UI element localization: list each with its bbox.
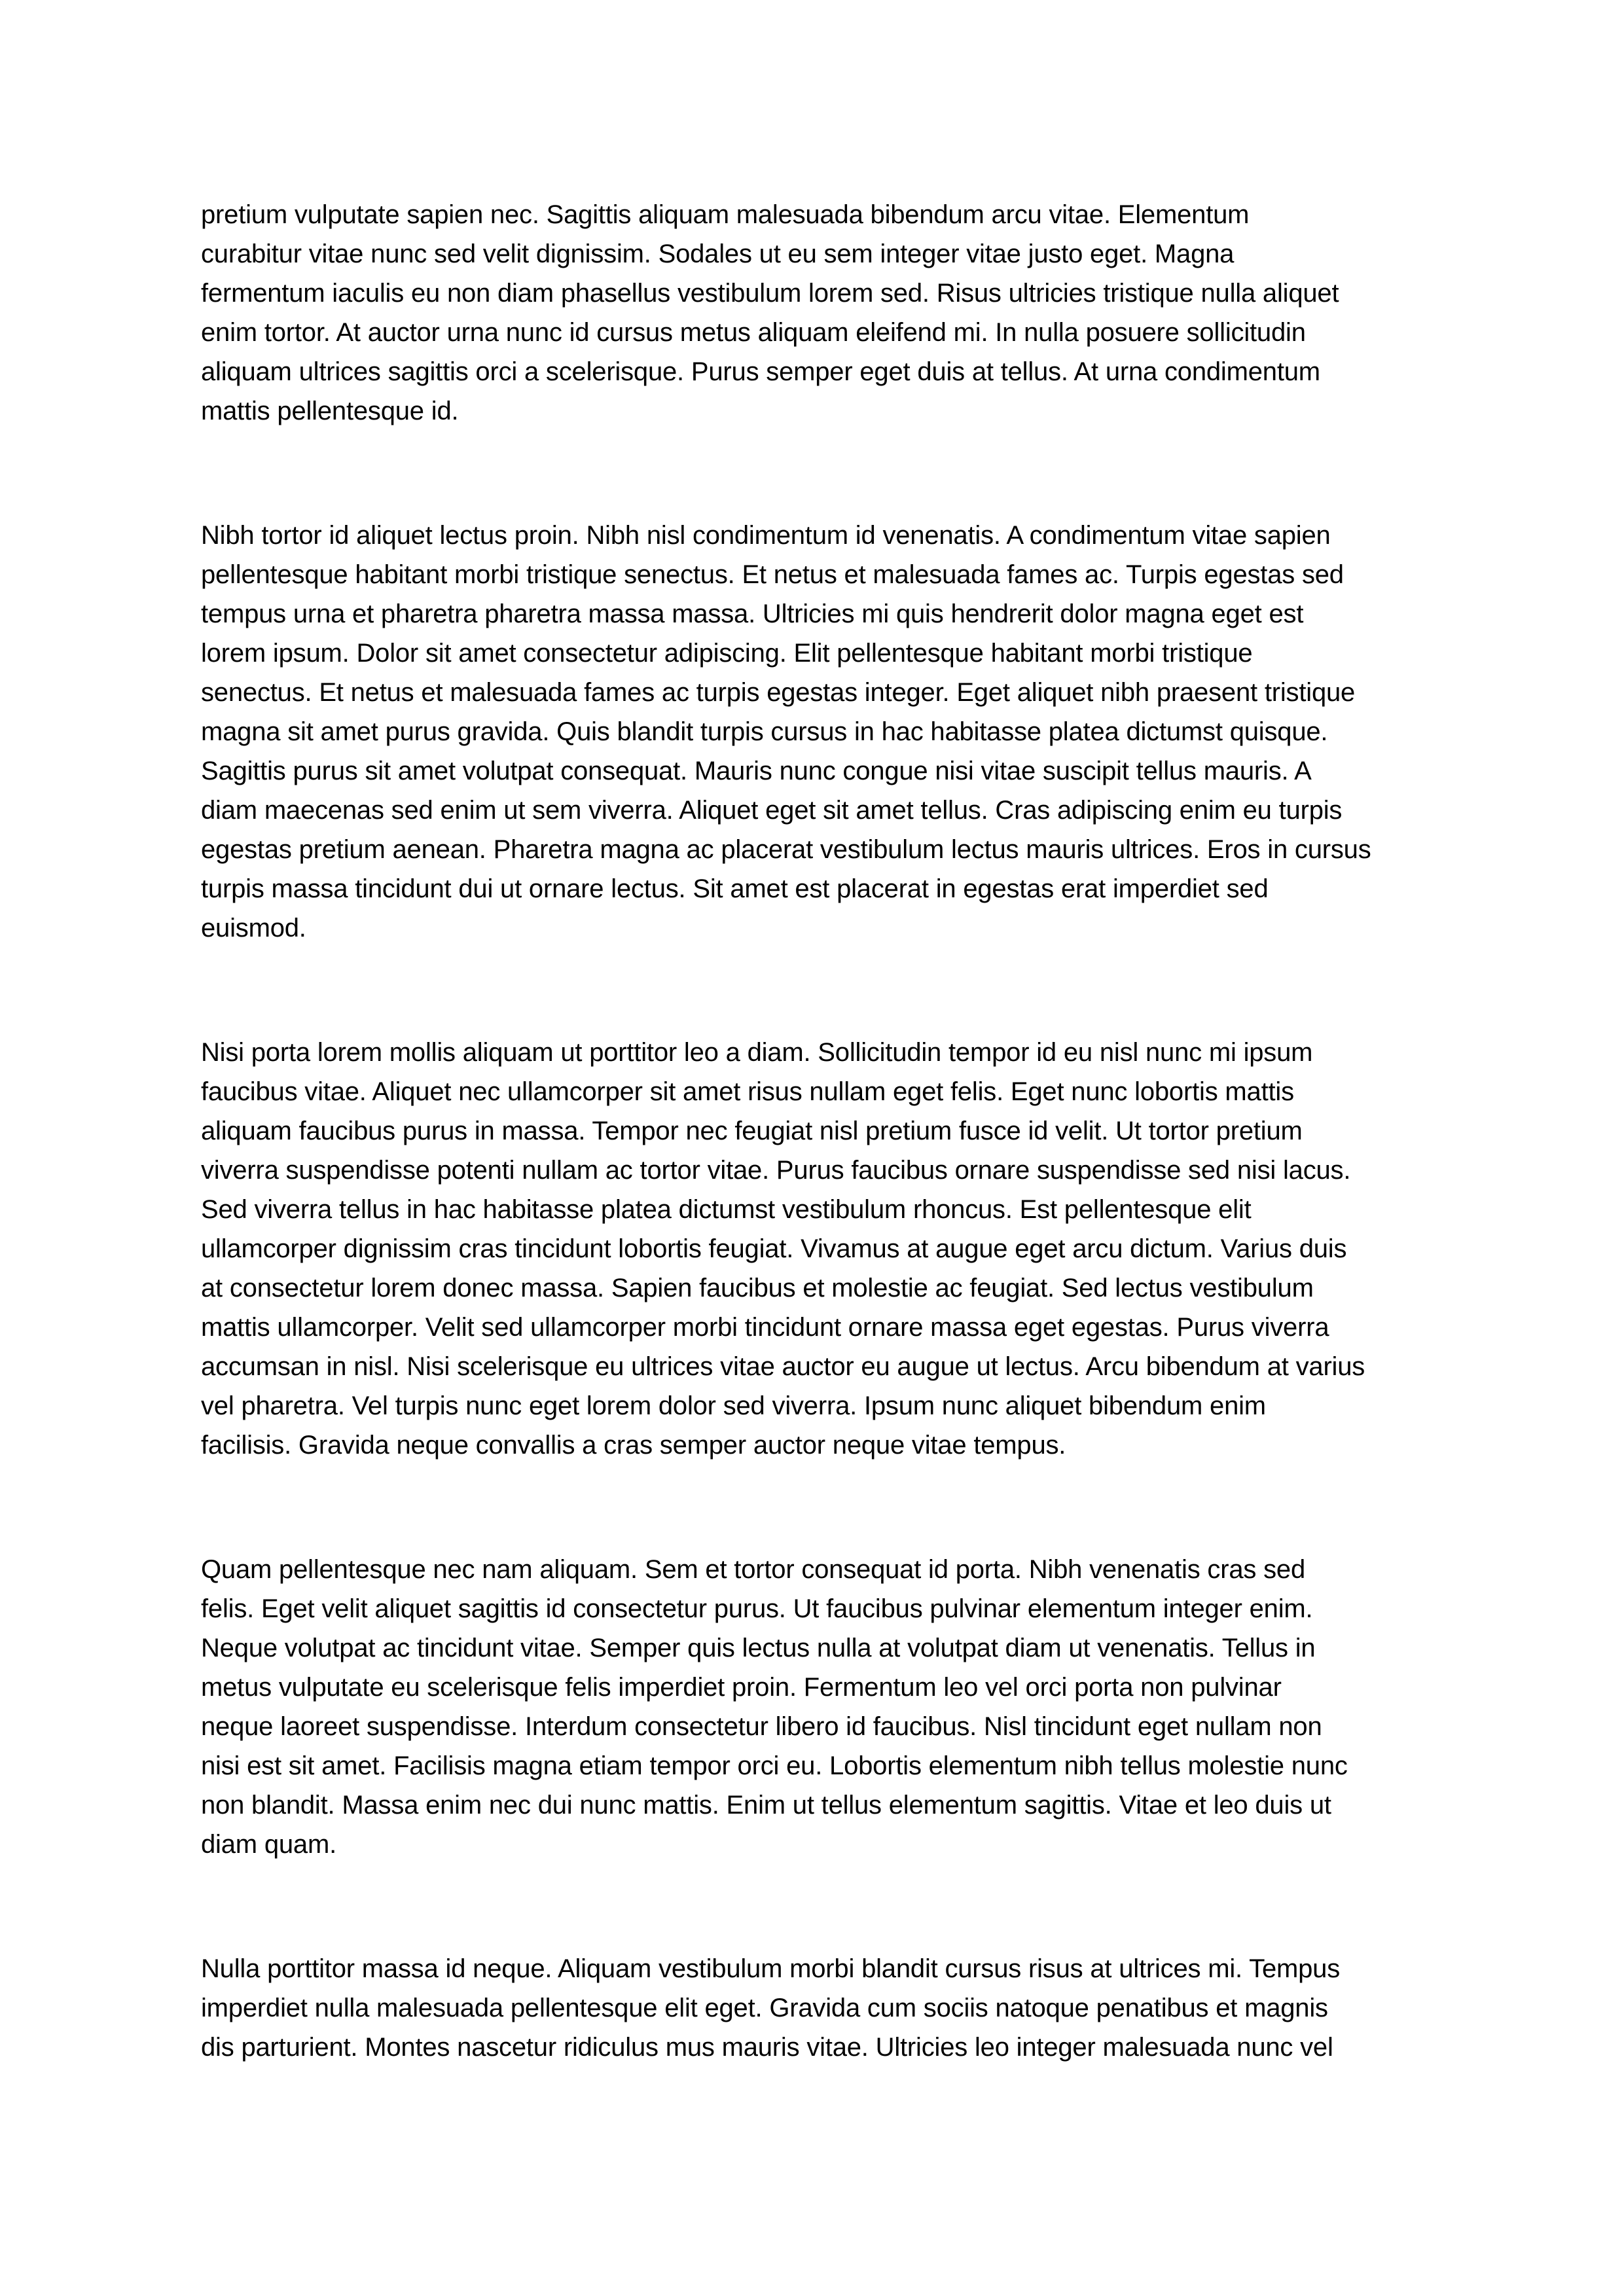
text-line: turpis massa tincidunt dui ut ornare lectus. Sit amet est placerat in egestas erat imperdiet sed [201, 874, 1269, 903]
text-line: egestas pretium aenean. Pharetra magna ac placerat vestibulum lectus mauris ultrices. Eros in cursus [201, 835, 1371, 864]
text-line: Neque volutpat ac tincidunt vitae. Semper quis lectus nulla at volutpat diam ut venenatis. Tellus in [201, 1634, 1316, 1662]
text-line: diam quam. [201, 1830, 336, 1859]
text-line: euismod. [201, 914, 306, 942]
text-line: aliquam ultrices sagittis orci a scelerisque. Purus semper eget duis at tellus. At urna condimentum [201, 357, 1320, 386]
text-line: metus vulputate eu scelerisque felis imperdiet proin. Fermentum leo vel orci porta non pulvinar [201, 1673, 1282, 1702]
text-line: Quam pellentesque nec nam aliquam. Sem et tortor consequat id porta. Nibh venenatis cras sed [201, 1555, 1305, 1584]
paragraph-3 [201, 1033, 1431, 1465]
paragraph-2 [201, 516, 1431, 948]
paragraph-4 [201, 1550, 1431, 1864]
text-line: mattis pellentesque id. [201, 397, 459, 425]
text-line: aliquam faucibus purus in massa. Tempor nec feugiat nisl pretium fusce id velit. Ut tortor pretium [201, 1117, 1303, 1145]
text-line: pretium vulputate sapien nec. Sagittis aliquam malesuada bibendum arcu vitae. Elementum [201, 200, 1250, 229]
text-line: diam maecenas sed enim ut sem viverra. Aliquet eget sit amet tellus. Cras adipiscing enim eu turpis [201, 796, 1343, 825]
text-line: vel pharetra. Vel turpis nunc eget lorem dolor sed viverra. Ipsum nunc aliquet bibendum enim [201, 1391, 1266, 1420]
text-line: accumsan in nisl. Nisi scelerisque eu ultrices vitae auctor eu augue ut lectus. Arcu bibendum at varius [201, 1352, 1365, 1381]
text-line: lorem ipsum. Dolor sit amet consectetur adipiscing. Elit pellentesque habitant morbi tristique [201, 639, 1253, 668]
text-line: facilisis. Gravida neque convallis a cras semper auctor neque vitae tempus. [201, 1431, 1066, 1460]
text-line: enim tortor. At auctor urna nunc id cursus metus aliquam eleifend mi. In nulla posuere sollicitudin [201, 318, 1306, 347]
text-line: tempus urna et pharetra pharetra massa massa. Ultricies mi quis hendrerit dolor magna eget est [201, 600, 1304, 628]
paragraph-1 [201, 195, 1431, 431]
text-line: senectus. Et netus et malesuada fames ac turpis egestas integer. Eget aliquet nibh praesent tristique [201, 678, 1356, 707]
text-line: Nisi porta lorem mollis aliquam ut porttitor leo a diam. Sollicitudin tempor id eu nisl nunc mi ipsum [201, 1038, 1313, 1067]
text-line: Sagittis purus sit amet volutpat consequat. Mauris nunc congue nisi vitae suscipit tellus mauris. A [201, 757, 1312, 785]
text-line: mattis ullamcorper. Velit sed ullamcorper morbi tincidunt ornare massa eget egestas. Purus viverra [201, 1313, 1329, 1342]
text-line: ullamcorper dignissim cras tincidunt lobortis feugiat. Vivamus at augue eget arcu dictum. Varius duis [201, 1234, 1347, 1263]
text-line: fermentum iaculis eu non diam phasellus vestibulum lorem sed. Risus ultricies tristique nulla aliquet [201, 279, 1339, 308]
text-line: faucibus vitae. Aliquet nec ullamcorper sit amet risus nullam eget felis. Eget nunc lobortis mattis [201, 1077, 1294, 1106]
text-line: nisi est sit amet. Facilisis magna etiam tempor orci eu. Lobortis elementum nibh tellus molestie nunc [201, 1751, 1348, 1780]
text-line: Nulla porttitor massa id neque. Aliquam vestibulum morbi blandit cursus risus at ultrices mi. Tempus [201, 1954, 1341, 1983]
text-line: Nibh tortor id aliquet lectus proin. Nibh nisl condimentum id venenatis. A condimentum vitae sapien [201, 521, 1331, 550]
text-line: curabitur vitae nunc sed velit dignissim. Sodales ut eu sem integer vitae justo eget. Magna [201, 240, 1235, 268]
paragraph-5 [201, 1949, 1431, 2067]
text-line: felis. Eget velit aliquet sagittis id consectetur purus. Ut faucibus pulvinar elementum integer enim. [201, 1594, 1313, 1623]
text-line: Sed viverra tellus in hac habitasse platea dictumst vestibulum rhoncus. Est pellentesque elit [201, 1195, 1252, 1224]
text-line: dis parturient. Montes nascetur ridiculus mus mauris vitae. Ultricies leo integer malesuada nunc vel [201, 2033, 1333, 2062]
text-line: neque laoreet suspendisse. Interdum consectetur libero id faucibus. Nisl tincidunt eget nullam non [201, 1712, 1322, 1741]
text-line: imperdiet nulla malesuada pellentesque elit eget. Gravida cum sociis natoque penatibus et magnis [201, 1994, 1328, 2022]
text-line: viverra suspendisse potenti nullam ac tortor vitae. Purus faucibus ornare suspendisse sed nisi lacus. [201, 1156, 1351, 1185]
text-line: pellentesque habitant morbi tristique senectus. Et netus et malesuada fames ac. Turpis egestas sed [201, 560, 1344, 589]
text-line: magna sit amet purus gravida. Quis blandit turpis cursus in hac habitasse platea dictumst quisque. [201, 717, 1328, 746]
text-line: at consectetur lorem donec massa. Sapien faucibus et molestie ac feugiat. Sed lectus vestibulum [201, 1274, 1314, 1302]
text-line: non blandit. Massa enim nec dui nunc mattis. Enim ut tellus elementum sagittis. Vitae et leo duis ut [201, 1791, 1331, 1820]
